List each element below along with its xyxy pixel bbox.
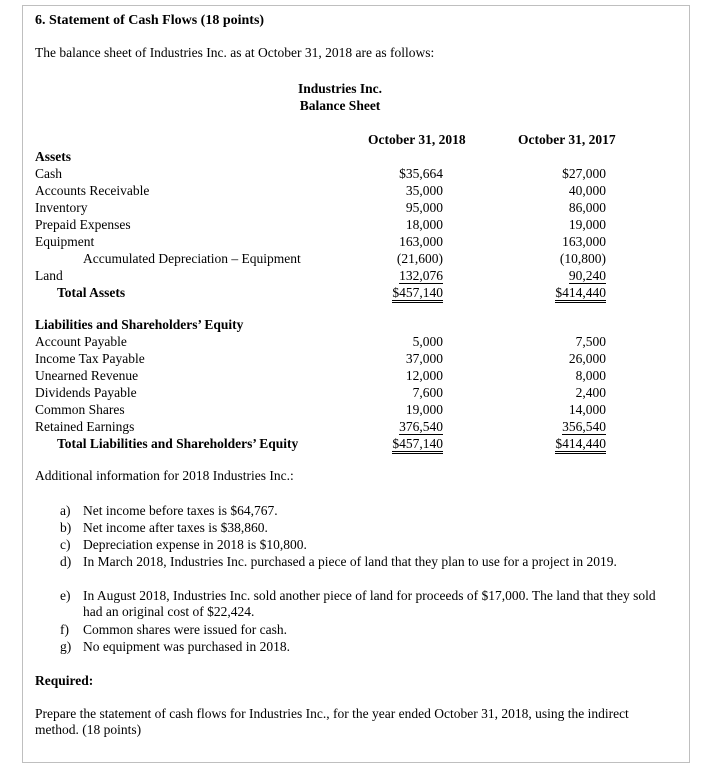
liability-value-2018: 12,000 (405, 368, 443, 383)
liability-value-2018: 19,000 (405, 402, 443, 417)
assets-heading: Assets (35, 149, 71, 164)
required-text: Prepare the statement of cash flows for Industries Inc., for the year ended October 31, 2018, using the indirect method. (18 points) (35, 706, 629, 737)
question-intro: The balance sheet of Industries Inc. as at October 31, 2018 are as follows: (35, 45, 435, 60)
total-liabilities-2017: $414,440 (510, 435, 606, 452)
liability-value-2017: 8,000 (575, 368, 606, 383)
list-item-letter: d) (60, 554, 72, 569)
asset-value-2018: 35,000 (405, 183, 443, 198)
asset-value-2017: 40,000 (568, 183, 606, 198)
liability-value-2017: 356,540 (562, 419, 606, 434)
total-assets-label: Total Assets (57, 285, 126, 300)
asset-value-2018: 132,076 (399, 268, 443, 283)
asset-value-2017: 163,000 (562, 234, 606, 249)
list-item-text: In August 2018, Industries Inc. sold another piece of land for proceeds of $17,000. The land that they sold had an original cost of $22,424. (83, 588, 656, 619)
asset-value-2018: 18,000 (405, 217, 443, 232)
list-item-letter: c) (60, 537, 71, 552)
list-item-text: Depreciation expense in 2018 is $10,800. (83, 537, 307, 552)
asset-label: Inventory (35, 200, 88, 215)
asset-value-2017: 90,240 (568, 268, 606, 283)
asset-label: Land (35, 268, 63, 283)
liability-value-2018: 7,600 (412, 385, 443, 400)
asset-value-2018: (21,600) (396, 251, 443, 266)
asset-label: Prepaid Expenses (35, 217, 131, 232)
asset-value-2017: 19,000 (568, 217, 606, 232)
total-liabilities-2018: $457,140 (340, 435, 443, 452)
liability-value-2017: 26,000 (568, 351, 606, 366)
asset-value-2017: $27,000 (562, 166, 606, 181)
required-heading: Required: (35, 673, 94, 688)
liabilities-heading: Liabilities and Shareholders’ Equity (35, 317, 244, 332)
list-item-text: Common shares were issued for cash. (83, 622, 287, 637)
liability-label: Dividends Payable (35, 385, 137, 400)
column-header-2017: October 31, 2017 (518, 132, 616, 147)
asset-value-2018: 95,000 (405, 200, 443, 215)
liability-label: Income Tax Payable (35, 351, 145, 366)
total-liabilities-label: Total Liabilities and Shareholders’ Equity (57, 436, 299, 451)
asset-value-2017: (10,800) (559, 251, 606, 266)
list-item-letter: b) (60, 520, 72, 535)
total-assets-2018: $457,140 (340, 284, 443, 301)
asset-value-2018: $35,664 (399, 166, 443, 181)
column-header-2018: October 31, 2018 (368, 132, 466, 147)
list-item-text: Net income after taxes is $38,860. (83, 520, 268, 535)
question-heading: 6. Statement of Cash Flows (18 points) (35, 13, 265, 28)
liability-label: Unearned Revenue (35, 368, 139, 383)
statement-title: Balance Sheet (299, 98, 381, 113)
liability-label: Account Payable (35, 334, 127, 349)
asset-value-2018: 163,000 (399, 234, 443, 249)
liability-value-2018: 37,000 (405, 351, 443, 366)
asset-label: Accounts Receivable (35, 183, 150, 198)
liability-value-2018: 5,000 (412, 334, 443, 349)
asset-label: Cash (35, 166, 62, 181)
asset-label: Equipment (35, 234, 95, 249)
liability-value-2017: 7,500 (575, 334, 606, 349)
list-item-letter: g) (60, 639, 72, 654)
list-item-letter: e) (60, 588, 71, 603)
asset-value-2017: 86,000 (568, 200, 606, 215)
liability-value-2018: 376,540 (399, 419, 443, 434)
additional-info-heading: Additional information for 2018 Industries Inc.: (35, 468, 294, 483)
list-item-text: Net income before taxes is $64,767. (83, 503, 278, 518)
liability-value-2017: 2,400 (575, 385, 606, 400)
list-item-letter: f) (60, 622, 69, 637)
company-name: Industries Inc. (297, 81, 383, 96)
list-item-text: In March 2018, Industries Inc. purchased a piece of land that they plan to use for a project in 2019. (83, 554, 617, 569)
total-assets-2017: $414,440 (510, 284, 606, 301)
list-item-text: No equipment was purchased in 2018. (83, 639, 290, 654)
asset-label: Accumulated Depreciation – Equipment (83, 251, 301, 266)
liability-label: Common Shares (35, 402, 125, 417)
liability-value-2017: 14,000 (568, 402, 606, 417)
liability-label: Retained Earnings (35, 419, 135, 434)
list-item-letter: a) (60, 503, 71, 518)
